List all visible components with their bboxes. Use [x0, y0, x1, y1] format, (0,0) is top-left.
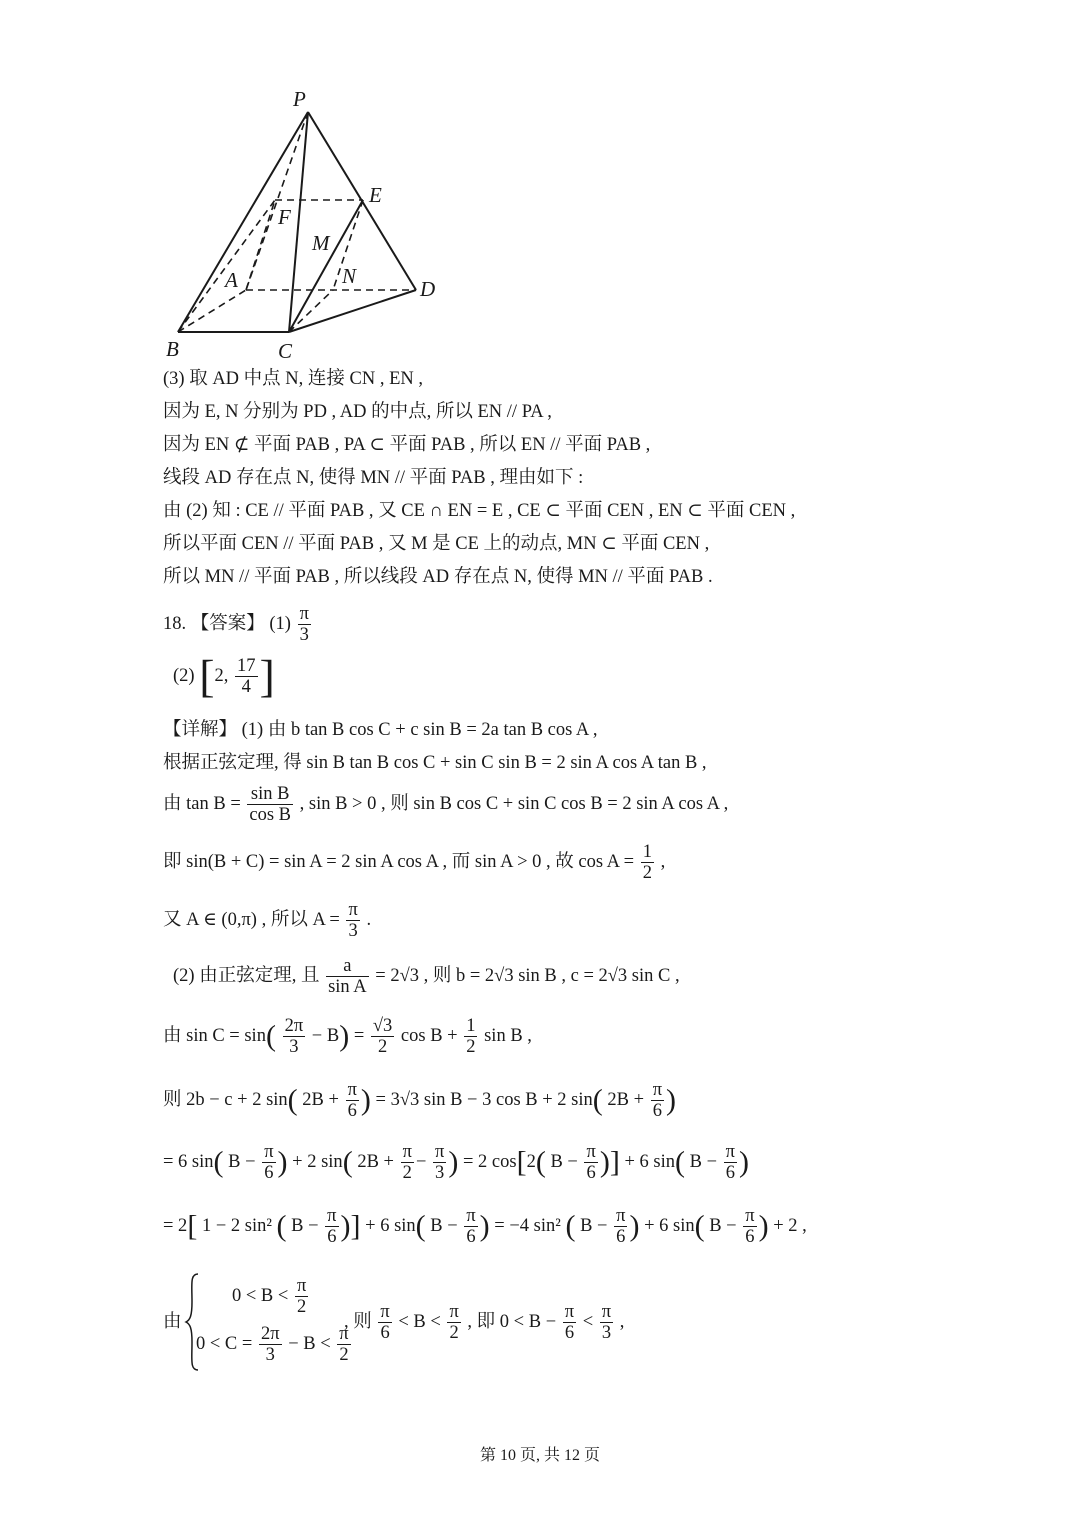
label-C: C	[278, 339, 293, 363]
q18-answer-1: 18. 【答案】 (1) $\frac{\pi}{3}$	[163, 604, 309, 645]
system-prefix: 由	[163, 1312, 182, 1332]
label-B: B	[166, 337, 179, 361]
part3-line-2: 因为 E, N 分别为 PD , AD 的中点, 所以 EN // PA ,	[163, 402, 552, 422]
part2-line-1: (2) 由正弦定理, 且 $\frac{a}{\text{sin A}}$ = 2√3 , 则 b = 2√3 sin B , c = 2√3 sin C ,	[173, 956, 680, 997]
label-A: A	[225, 268, 238, 292]
system-line-1: 0 < B < $\frac{\pi}{2}$	[232, 1276, 307, 1317]
part2-line-4: = 6 sin( B − $\frac{\pi}{6}$ ) + 2 sin( 2B + $\frac{\pi}{2}$ − $\frac{\pi}{3}$ ) = 2 cos[2( B − $\frac{\pi}{6}$ )] + 6 sin( B − $\frac{\pi}{6}$ )	[163, 1142, 749, 1183]
detail-line-1: 【详解】 (1) 由 b tan B cos C + c sin B = 2a tan B cos A ,	[163, 720, 598, 740]
part3-line-1: (3) 取 AD 中点 N, 连接 CN , EN ,	[163, 369, 424, 389]
part3-line-7: 所以 MN // 平面 PAB , 所以线段 AD 存在点 N, 使得 MN // 平面 PAB .	[163, 567, 713, 587]
part2-line-3: 则 2b − c + 2 sin( 2B + $\frac{\pi}{6}$ ) = 3√3 sin B − 3 cos B + 2 sin( 2B + $\frac{\pi}{6}$ )	[163, 1080, 677, 1121]
part3-line-5: 由 (2) 知 : CE // 平面 PAB , 又 CE ∩ EN = E , CE ⊂ 平面 CEN , EN ⊂ 平面 CEN ,	[163, 501, 796, 521]
system-line-2: 0 < C = $\frac{2\pi}{3}$ − B < $\frac{\pi}{2}$	[196, 1324, 349, 1365]
part3-line-3: 因为 EN ⊄ 平面 PAB , PA ⊂ 平面 PAB , 所以 EN // 平面 PAB ,	[163, 435, 651, 455]
q18-answer-2: (2) [2, $\frac{17}{4}$ ]	[173, 650, 275, 702]
detail-line-5: 又 A ∈ (0,π) , 所以 A = $\frac{\pi}{3}$ .	[163, 900, 372, 941]
label-M: M	[312, 231, 330, 255]
label-F: F	[278, 205, 291, 229]
label-E: E	[369, 183, 382, 207]
part2-line-5: = 2[ 1 − 2 sin² ( B − $\frac{\pi}{6}$ )] + 6 sin( B − $\frac{\pi}{6}$ ) = −4 sin² ( B − $\frac{\pi}{6}$ ) + 6 sin( B − $\frac{\pi}{6}$ ) + 2 ,	[163, 1206, 807, 1247]
detail-line-4: 即 sin(B + C) = sin A = 2 sin A cos A , 而 sin A > 0 , 故 cos A = $\frac{1}{2}$ ,	[163, 842, 666, 883]
part3-line-4: 线段 AD 存在点 N, 使得 MN // 平面 PAB , 理由如下 :	[163, 468, 584, 488]
detail-line-2: 根据正弦定理, 得 sin B tan B cos C + sin C sin B = 2 sin A cos A tan B ,	[163, 753, 707, 773]
label-P: P	[293, 87, 306, 111]
pyramid-figure	[150, 80, 470, 370]
label-N: N	[342, 264, 357, 288]
page-footer: 第 10 页, 共 12 页	[479, 1447, 600, 1464]
detail-line-3: 由 tan B = $\frac{\text{sin B}}{\text{cos B}}$ , sin B > 0 , 则 sin B cos C + sin C cos B = 2 sin A cos A ,	[163, 784, 729, 825]
part3-line-6: 所以平面 CEN // 平面 PAB , 又 M 是 CE 上的动点, MN ⊂ 平面 CEN ,	[163, 534, 710, 554]
part2-line-2: 由 sin C = sin( $\frac{2\pi}{3}$ − B) = $\frac{√3}{2}$ cos B + $\frac{1}{2}$ sin B ,	[163, 1016, 532, 1057]
system-conclusion: , 则 $\frac{\pi}{6}$ < B < $\frac{\pi}{2}$ , 即 0 < B − $\frac{\pi}{6}$ < $\frac{\pi}{3}$ ,	[344, 1302, 625, 1343]
label-D: D	[420, 277, 436, 301]
